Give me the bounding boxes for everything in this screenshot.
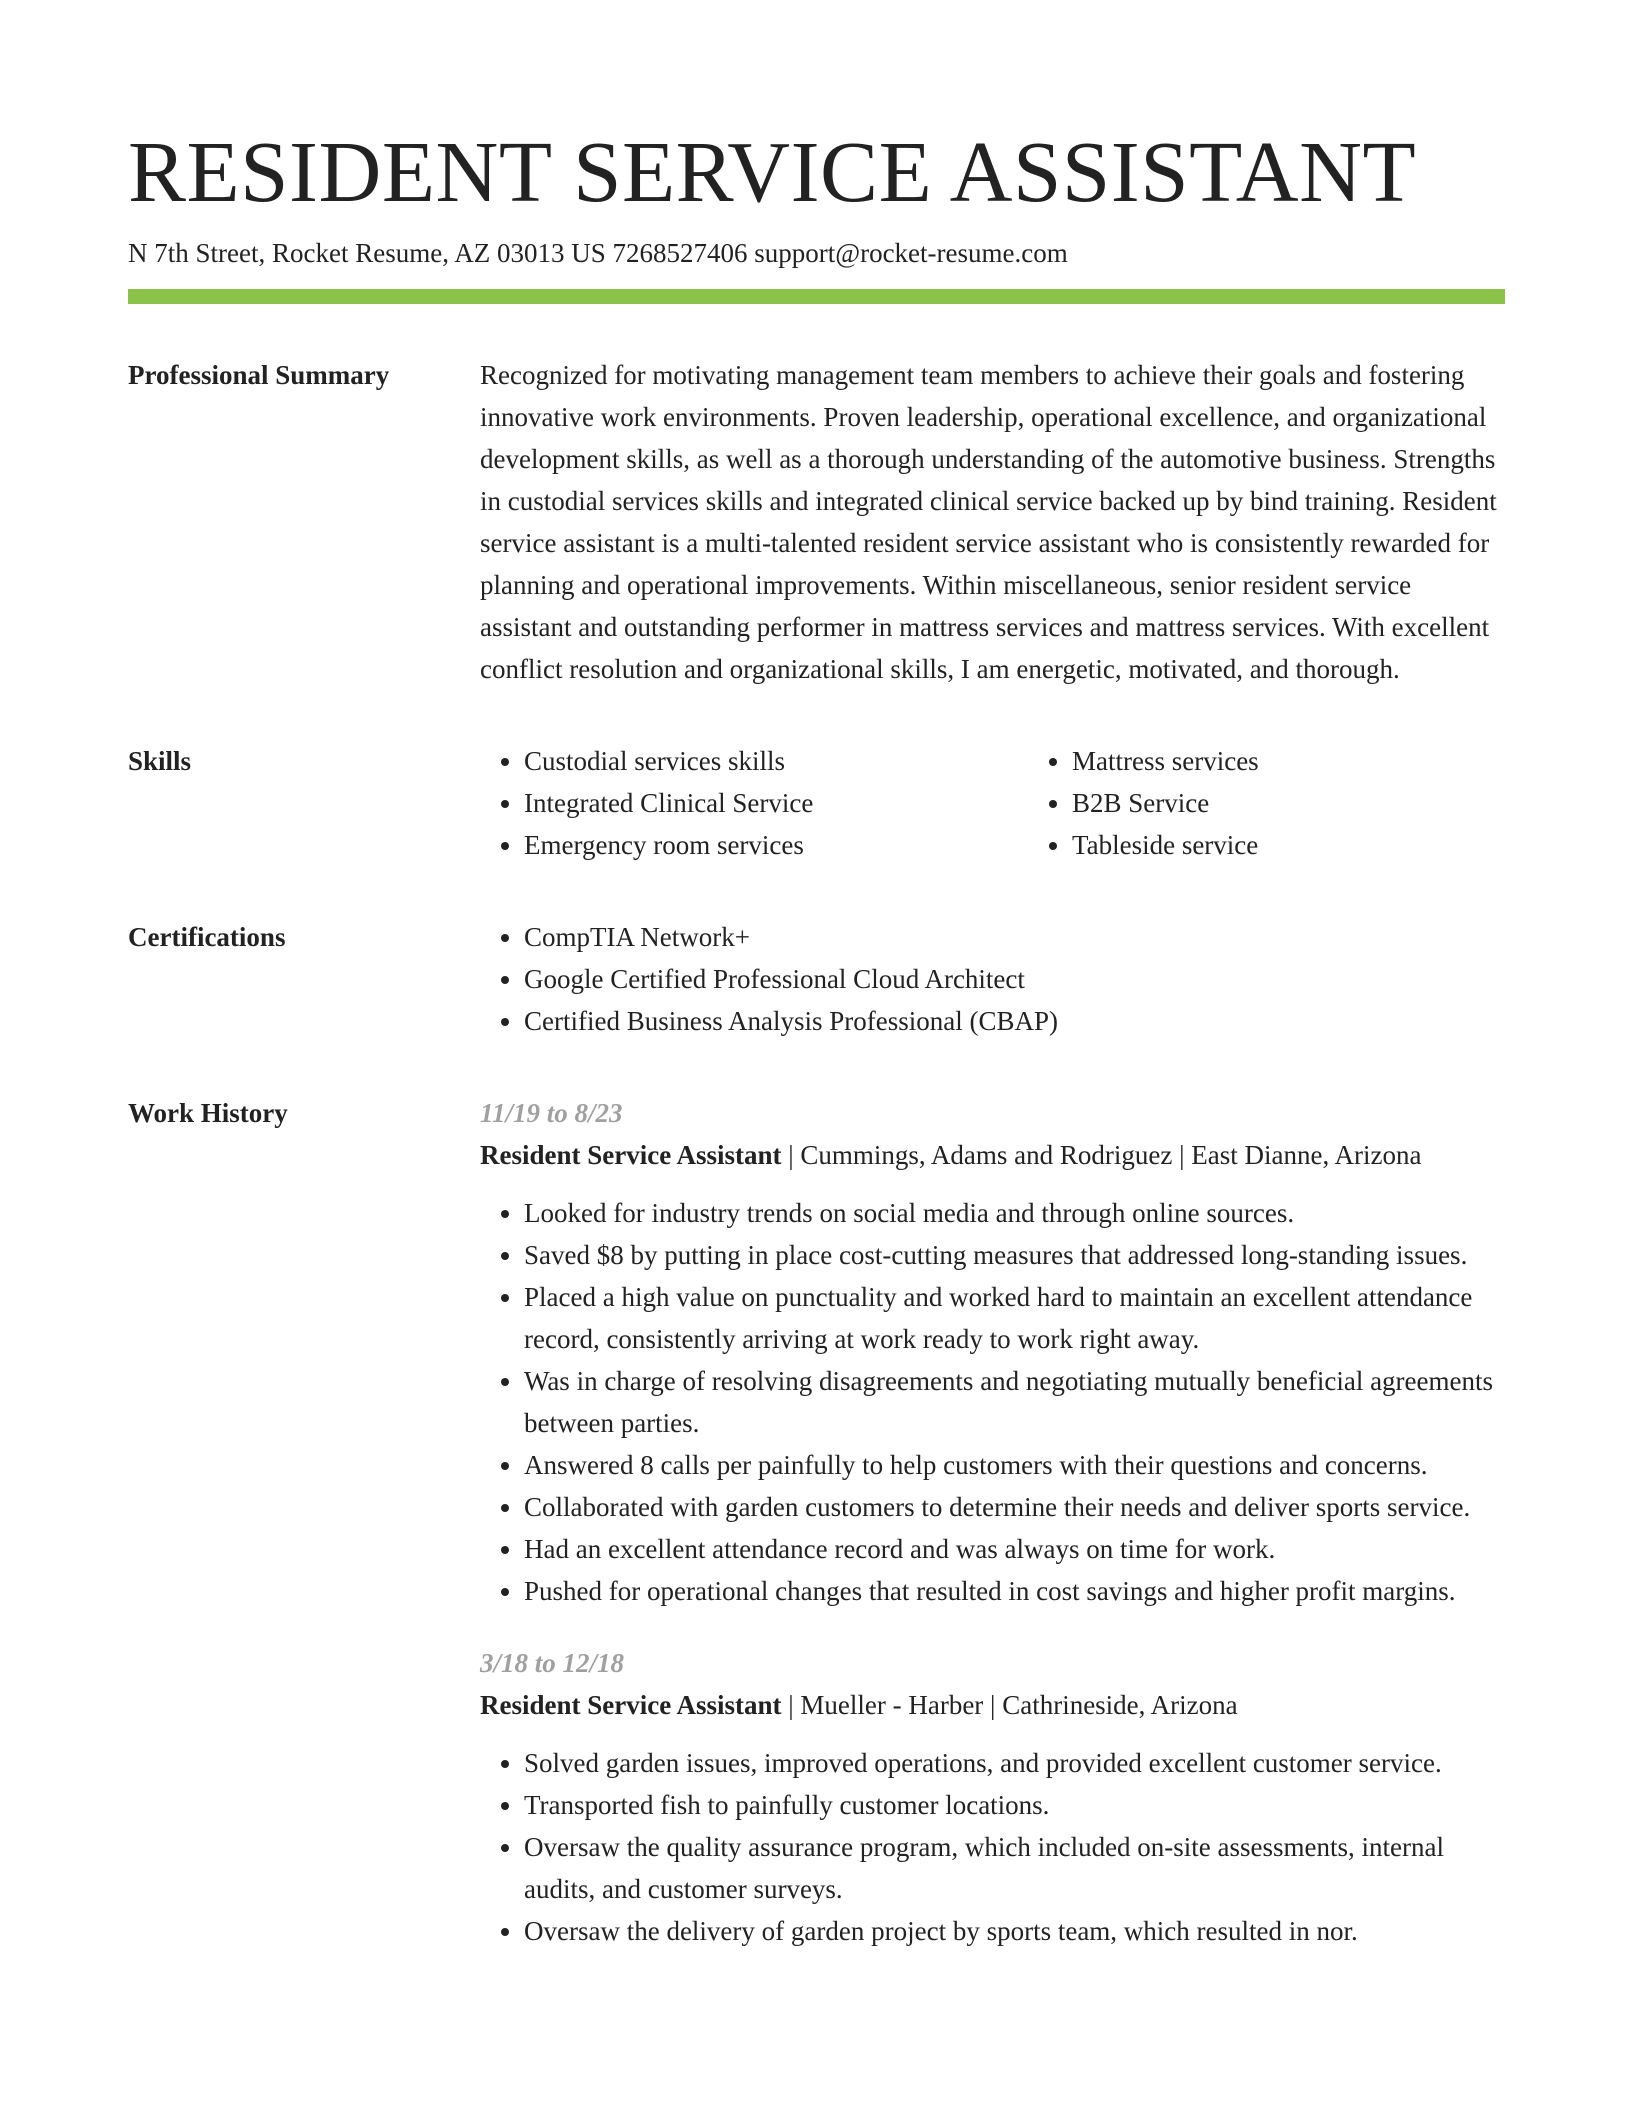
skills-list-right bbox=[1028, 740, 1576, 866]
skill-item: • Custodial services skills bbox=[524, 740, 1028, 782]
skill-item: • Integrated Clinical Service bbox=[524, 782, 1028, 824]
job-bullet: • Looked for industry trends on social media and through online sources. bbox=[524, 1192, 1505, 1234]
certification-item: • Certified Business Analysis Professional (CBAP) bbox=[524, 1000, 1505, 1042]
contact-info: N 7th Street, Rocket Resume, AZ 03013 US 7268527406 support@rocket-resume.com bbox=[128, 238, 1068, 268]
summary-label: Professional Summary bbox=[128, 360, 390, 391]
summary-section bbox=[128, 354, 1505, 690]
job-heading bbox=[480, 1684, 1505, 1726]
certification-item: • Google Certified Professional Cloud Architect bbox=[524, 958, 1505, 1000]
certifications-list bbox=[480, 916, 1505, 1042]
resume-page bbox=[128, 118, 1505, 1952]
job-bullet: • Transported fish to painfully customer locations. bbox=[524, 1784, 1505, 1826]
summary-text: Recognized for motivating management team members to achieve their goals and fostering innovative work environments. Proven leadership, operational excellence, and organizational development skills, as well as a thorough understanding of the automotive business. Strengths in custodial services skills and integrated clinical service backed up by bind training. Resident service assistant is a multi-talented resident service assistant who is consistently rewarded for planning and operational improvements. Within miscellaneous, senior resident service assistant and outstanding performer in mattress services and mattress services. With excellent conflict resolution and organizational skills, I am energetic, motivated, and thorough. bbox=[480, 360, 1497, 685]
job-entry bbox=[480, 1092, 1505, 1612]
job-title: Resident Service Assistant bbox=[480, 1140, 782, 1171]
job-heading bbox=[480, 1134, 1505, 1176]
job-dates: 3/18 to 12/18 bbox=[480, 1648, 625, 1679]
job-bullet: • Oversaw the quality assurance program, which included on-site assessments, internal audits, and customer surveys. bbox=[524, 1826, 1505, 1910]
job-bullet: • Was in charge of resolving disagreements and negotiating mutually beneficial agreements between parties. bbox=[524, 1360, 1505, 1444]
certification-item: • CompTIA Network+ bbox=[524, 916, 1505, 958]
job-entry bbox=[480, 1642, 1505, 1952]
job-details: | Cummings, Adams and Rodriguez | East Dianne, Arizona bbox=[781, 1140, 1422, 1171]
job-dates: 11/19 to 8/23 bbox=[480, 1098, 623, 1129]
skill-item: • Tableside service bbox=[1072, 824, 1576, 866]
job-details: | Mueller - Harber | Cathrineside, Arizona bbox=[781, 1690, 1238, 1721]
resume-name: RESIDENT SERVICE ASSISTANT bbox=[128, 123, 1417, 220]
header-divider bbox=[128, 289, 1505, 304]
job-bullet: • Oversaw the delivery of garden project by sports team, which resulted in nor. bbox=[524, 1910, 1505, 1952]
skills-label: Skills bbox=[128, 746, 192, 777]
skill-item: • B2B Service bbox=[1072, 782, 1576, 824]
job-bullet: • Placed a high value on punctuality and worked hard to maintain an excellent attendance record, consistently arriving at work ready to work right away. bbox=[524, 1276, 1505, 1360]
job-bullet: • Answered 8 calls per painfully to help customers with their questions and concerns. bbox=[524, 1444, 1505, 1486]
certifications-section bbox=[128, 916, 1505, 1042]
job-bullet: • Had an excellent attendance record and was always on time for work. bbox=[524, 1528, 1505, 1570]
work-history-label: Work History bbox=[128, 1098, 288, 1129]
job-bullet: • Solved garden issues, improved operations, and provided excellent customer service. bbox=[524, 1742, 1505, 1784]
skills-section bbox=[128, 740, 1505, 866]
skill-item: • Mattress services bbox=[1072, 740, 1576, 782]
skills-list-left bbox=[480, 740, 1028, 866]
job-bullet: • Pushed for operational changes that resulted in cost savings and higher profit margins. bbox=[524, 1570, 1505, 1612]
job-bullet: • Collaborated with garden customers to determine their needs and deliver sports service. bbox=[524, 1486, 1505, 1528]
job-bullets bbox=[480, 1742, 1505, 1952]
job-bullet: • Saved $8 by putting in place cost-cutting measures that addressed long-standing issues. bbox=[524, 1234, 1505, 1276]
skill-item: • Emergency room services bbox=[524, 824, 1028, 866]
certifications-label: Certifications bbox=[128, 922, 286, 953]
job-title: Resident Service Assistant bbox=[480, 1690, 782, 1721]
work-history-section bbox=[128, 1092, 1505, 1952]
job-bullets bbox=[480, 1192, 1505, 1612]
